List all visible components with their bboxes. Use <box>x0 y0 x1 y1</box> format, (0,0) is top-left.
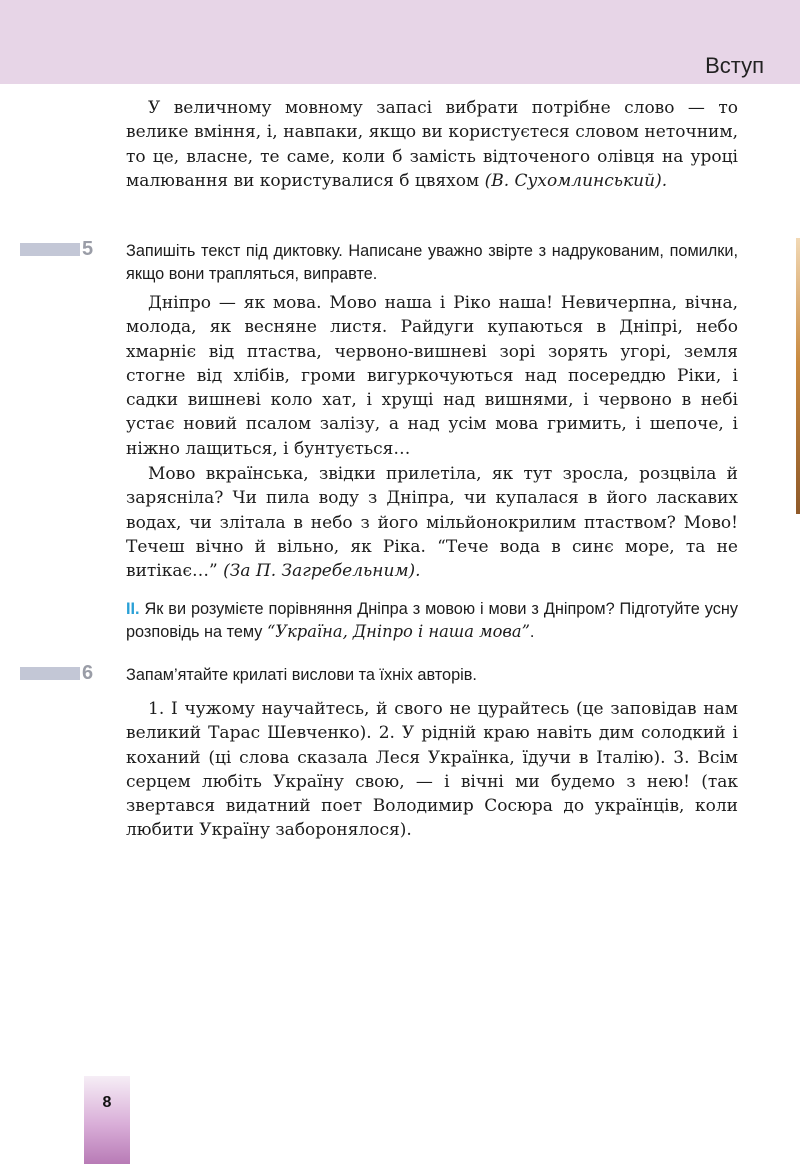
page-number-tab <box>84 1076 130 1164</box>
paragraph-2-citation: (За П. Загребельним). <box>223 561 421 582</box>
page-number: 8 <box>102 1094 112 1111</box>
exercise-5-marker <box>20 240 98 260</box>
exercise-5-number: 5 <box>82 238 94 260</box>
task-2-label: II. <box>126 600 140 618</box>
exercise-6-number: 6 <box>82 662 94 684</box>
exercise-marker-bar <box>20 243 80 256</box>
exercise-6-text: 1. І чужому научайтесь, й свого не цурайтесь (це заповідав нам великий Тарас Шевченко). 2. У рідній краю навіть дим солодкий і коханий (ці слова сказала Леся Українка, їдучи в Італію). 3. Всім серцем любіть Україну свою, — і вічні ми будемо з нею! (так звертався видатний поет Володимир Сосюра до українців, коли любити Україну заборонялося). <box>126 699 738 841</box>
exercise-marker-bar <box>20 667 80 680</box>
intro-text: У величному мовному запасі вибрати потрібне слово — то велике вміння, і, навпаки, якщо ви користуєтеся словом неточним, то це, власне, те саме, коли б замість відточеного олівця на уроці малювання ви користувалися б цвяхом <box>126 98 738 191</box>
task-2-end: . <box>529 622 535 641</box>
page-edge-stripe <box>796 238 800 514</box>
header-band <box>0 0 800 84</box>
exercise-5-instruction: Запишіть текст під диктовку. Написане уважно звірте з надрукованим, помилки, якщо вони трапляться, виправте. <box>126 242 738 283</box>
exercise-5-paragraph-2 <box>126 462 738 583</box>
exercise-5-paragraph-1: Дніпро — як мова. Мово наша і Ріко наша! Невичерпна, вічна, молода, як весняне листя. Райдуги купаються в Дніпрі, небо хмарніє від птаства, червоно-вишневі зорі зорять угорі, земля стогне від хлібів, громи вигуркочуються над посереддю Ріки, і садки вишневі коло хат, і хрущі над вишнями, і червоно в небі устає новий псалом залізу, а над усім мова гримить, і шепоче, і ніжно лащиться, і бунтується… <box>126 293 738 459</box>
intro-paragraph <box>126 96 738 193</box>
exercise-6-instruction: Запам’ятайте крилаті вислови та їхніх авторів. <box>126 666 477 684</box>
intro-citation: (В. Сухомлинський). <box>484 170 668 191</box>
exercise-6-marker <box>20 664 98 684</box>
section-title: Вступ <box>705 53 764 78</box>
task-2-topic: “Україна, Дніпро і наша мова” <box>266 621 530 641</box>
exercise-5-task-2 <box>126 598 738 643</box>
task-2-text: Як ви розумієте порівняння Дніпра з мовою і мови з Дніпром? Підготуйте усну розповідь на тему <box>126 600 738 641</box>
paragraph-2-text: Мово вкраїнська, звідки прилетіла, як тут зросла, розцвіла й зарясніла? Чи пила воду з Дніпра, чи купалася в його ласкавих водах, чи злітала в небо з його мільйонокрилим птаством? Мово! Течеш вічно й вільно, як Ріка. “Тече вода в синє море, та не витікає…” <box>126 464 738 582</box>
